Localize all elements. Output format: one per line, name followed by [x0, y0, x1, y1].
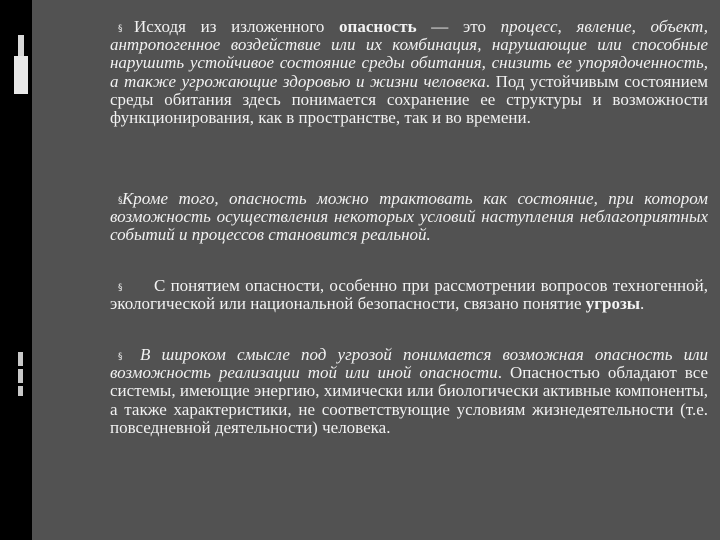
bullet-icon: § — [118, 24, 123, 34]
paragraph-text: . Опасностью обладают все системы, имеющие энергию, химически или биологически активные компоненты, а также характеристики, не соответствующие условиям жизнедеятельности (т.е. повседневной деятельности) человека. — [110, 363, 708, 437]
paragraph-hazard-state — [110, 190, 708, 245]
paragraph-italic: процесс, явление, объект, антропогенное воздействие или их комбинация, нарушающие или способные нарушить устойчивое состояние среды обитания, снизить ее упорядоченность, а также угрожающие здоровью и жизни человека — [110, 17, 708, 91]
bullet-icon: § — [118, 352, 123, 362]
paragraph-threat-definition — [110, 346, 708, 437]
bullet-icon: § — [118, 196, 123, 206]
decor-bar — [18, 369, 23, 383]
paragraph-text: Исходя из изложенного — [134, 17, 340, 36]
paragraph-threat-intro — [110, 277, 708, 313]
paragraph-italic: В широком смысле под угрозой понимается возможная опасность или возможность реализации той или иной опасности — [110, 345, 708, 383]
term-hazard: опасность — [339, 17, 417, 36]
term-threat: угрозы — [585, 294, 641, 314]
bullet-icon: § — [118, 283, 123, 293]
paragraph-italic: Кроме того, опасность можно трактовать как состояние, при котором возможность осуществления некоторых условий наступления неблагоприятных событий и процессов становится реальной. — [110, 189, 708, 245]
paragraph-text: . Под устойчивым состоянием среды обитания здесь понимается сохранение ее структуры и возможности функционирования, как в пространстве, так и во времени. — [110, 71, 709, 128]
paragraph-hazard-definition — [110, 18, 708, 127]
decor-bar — [18, 386, 23, 396]
paragraph-text: С понятием опасности, особенно при рассмотрении вопросов техногенной, экологической или национальной безопасности, связано понятие — [110, 276, 708, 314]
decor-bar — [18, 352, 23, 366]
content-panel — [32, 0, 720, 540]
decor-bar — [14, 56, 28, 94]
paragraph-text: . — [640, 294, 645, 314]
paragraph-text: — это — [416, 17, 501, 36]
